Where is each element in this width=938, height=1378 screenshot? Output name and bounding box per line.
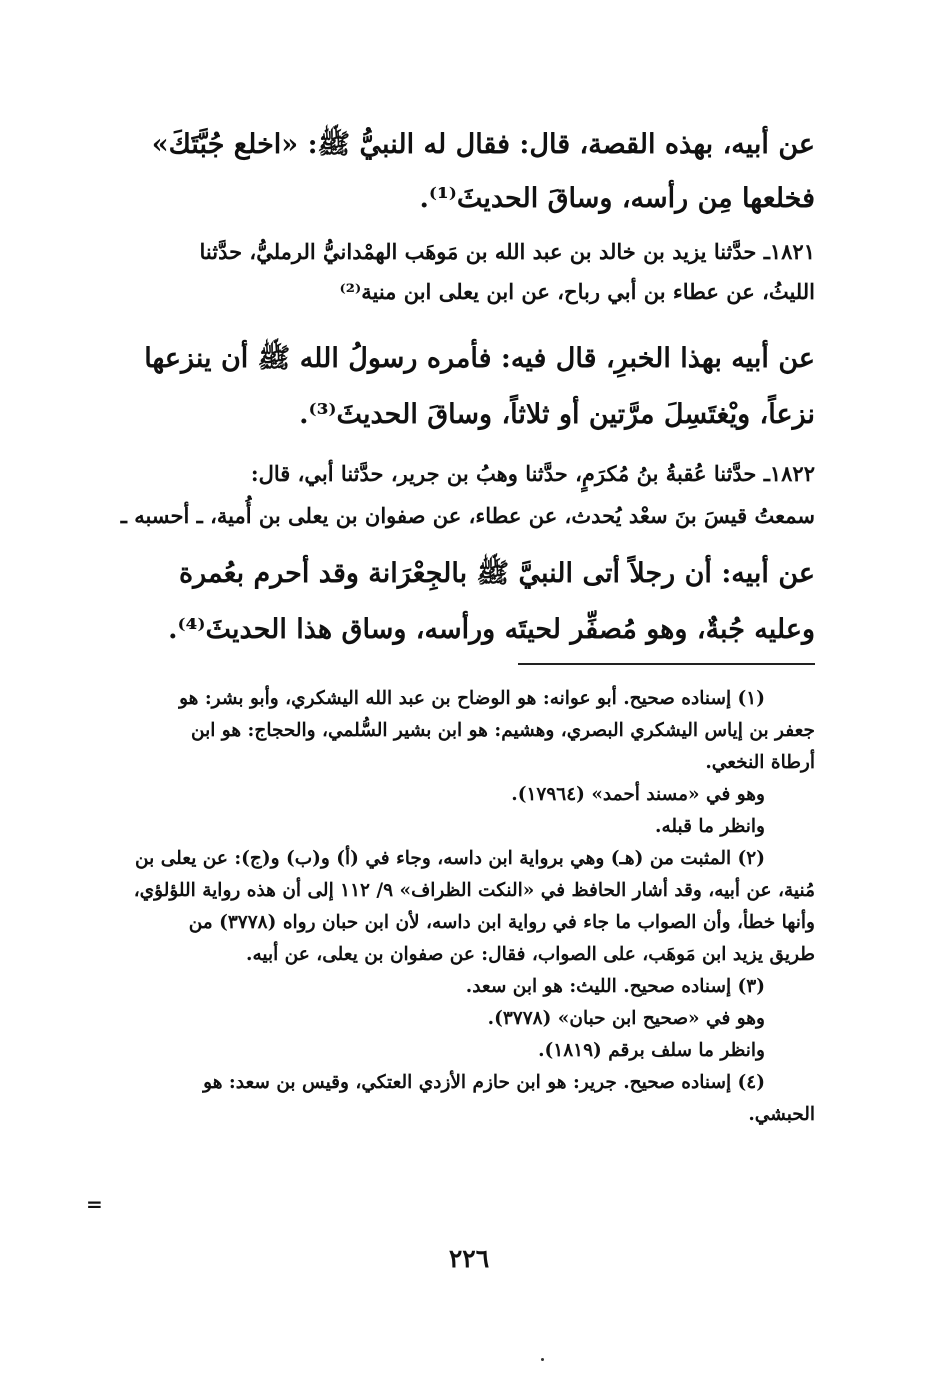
footnote-separator — [518, 663, 815, 665]
hadith-1820-matn — [100, 118, 815, 226]
footnote-1-line: (١) إسناده صحيح. أبو عوانه: هو الوضاح بن عبد الله اليشكري، وأبو بشر: هو — [179, 688, 765, 709]
text-line: الليثُ، عن عطاء بن أبي رباح، عن ابن يعلى ابن منية⁽²⁾ — [339, 279, 815, 304]
footnote-1-ref: وهو في «مسند أحمد» (١٧٩٦٤). — [511, 784, 765, 805]
footnote-4-line: الحبشي. — [748, 1104, 815, 1125]
text-line: عن أبيه: أن رجلاً أتى النبيَّ ﷺ بالجِعْرَانة وقد أحرم بعُمرة — [178, 558, 815, 589]
footnote-2-line: طريق يزيد ابن مَوهَب، على الصواب، فقال: عن صفوان بن يعلى، عن أبيه. — [246, 944, 815, 965]
text-line: ١٨٢٢ـ حدَّثنا عُقبةُ بنُ مُكرَمٍ، حدَّثنا وهبُ بن جرير، حدَّثنا أبي، قال: — [250, 461, 815, 486]
text-line: عن أبيه، بهذه القصة، قال: فقال له النبيُّ ﷺ: «اخلع جُبَّتَكَ» — [151, 129, 815, 160]
footnote-3-ref: وانظر ما سلف برقم (١٨١٩). — [538, 1040, 765, 1061]
hadith-1822-isnad — [100, 453, 815, 537]
text-line: وعليه جُبةٌ، وهو مُصفِّر لحيتَه ورأسه، وساق هذا الحديثَ⁽⁴⁾. — [168, 614, 815, 645]
hadith-1821-matn — [100, 331, 815, 443]
text-line: ١٨٢١ـ حدَّثنا يزيد بن خالد بن عبد الله بن مَوهَب الهمْدانيُّ الرمليُّ، حدَّثنا — [199, 239, 815, 264]
continuation-mark: = — [86, 1192, 103, 1216]
footnote-2-line: وأنها خطأ، وأن الصواب ما جاء في رواية ابن داسه، لأن ابن حبان رواه (٣٧٧٨) من — [188, 912, 815, 933]
footnote-2-line: مُنية، عن أبيه، وقد أشار الحافظ في «النكت الظراف» ٩/ ١١٢ إلى أن هذه رواية اللؤلؤي، — [133, 880, 815, 901]
page-number: ٢٢٦ — [448, 1244, 490, 1273]
print-speck — [541, 1358, 544, 1361]
text-line: عن أبيه بهذا الخبرِ، قال فيه: فأمره رسولُ الله ﷺ أن ينزعها — [144, 343, 815, 374]
footnote-1-line: جعفر بن إياس اليشكري البصري، وهشيم: هو ابن بشير السُّلمي، والحجاج: هو ابن — [190, 720, 815, 741]
text-line: نزعاً، ويْغتَسِلَ مرَّتين أو ثلاثاً، وساقَ الحديثَ⁽³⁾. — [299, 399, 815, 430]
hadith-1821-isnad — [100, 232, 815, 312]
text-line: فخلعها مِن رأسه، وساقَ الحديثَ⁽¹⁾. — [419, 183, 815, 214]
text-line: سمعتُ قيسَ بنَ سعْد يُحدث، عن عطاء، عن صفوان بن يعلى بن أُمية، ـ أحسبه ـ — [120, 503, 815, 528]
footnote-2-line: (٢) المثبت من (هـ) وهي برواية ابن داسه، وجاء في (أ) و(ب) و(ج): عن يعلى بن — [135, 848, 765, 869]
footnote-1-ref: وانظر ما قبله. — [655, 816, 765, 837]
footnote-4-line: (٤) إسناده صحيح. جرير: هو ابن حازم الأزدي العتكي، وقيس بن سعد: هو — [203, 1072, 765, 1093]
footnote-3-line: (٣) إسناده صحيح. الليث: هو ابن سعد. — [465, 976, 765, 997]
footnote-1-line: أرطاة النخعي. — [705, 752, 815, 773]
hadith-1822-matn — [100, 546, 815, 658]
footnotes — [100, 683, 815, 1131]
footnote-3-ref: وهو في «صحيح ابن حبان» (٣٧٧٨). — [487, 1008, 765, 1029]
